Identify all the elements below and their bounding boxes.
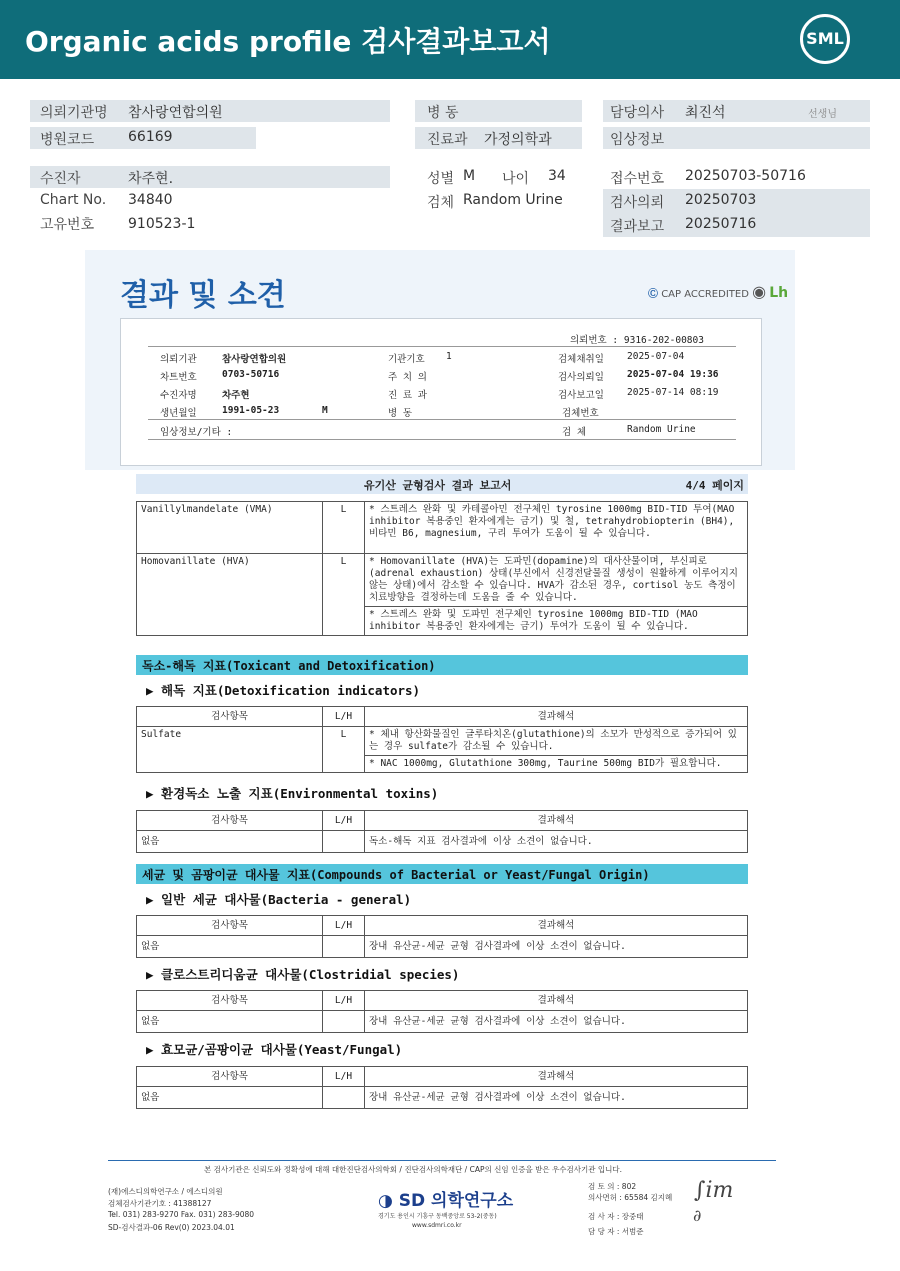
specimen-value: Random Urine [463,192,563,208]
request-label: 검사의뢰 [610,195,665,211]
request-value: 20250703 [685,192,757,208]
item-cell: 없음 [137,936,323,958]
info-value: 2025-07-04 19:36 [627,369,719,380]
item-cell: 없음 [137,831,323,853]
sd-brand: SD 의학연구소 [398,1191,514,1211]
page-subtitle: 유기산 균형검사 결과 보고서 [364,479,512,492]
info-value: 2025-07-14 08:19 [627,387,719,398]
info-label: 검체채취일 [558,354,604,365]
chart-value: 34840 [128,192,173,208]
col-item: 검사항목 [137,1067,323,1087]
item-cell: 없음 [137,1087,323,1109]
info-label: 생년월일 [160,408,197,419]
info-value: 1 [446,351,452,362]
result-cell: * 스트레스 완화 및 도파민 전구체인 tyrosine 1000mg BID-TID (MAO inhibitor 복용중인 환자에게는 금기) 투여가 도움이 될 수 있습니다. [365,607,748,636]
dept-value: 가정의학과 [484,132,552,148]
sd-logo [378,1186,513,1211]
table-row [137,554,748,607]
yeast-table [136,1066,748,1109]
section-header-bacteria: 세균 및 곰팡이균 대사물 지표(Compounds of Bacterial or Yeast/Fungal Origin) [136,864,748,884]
col-lh: L/H [323,811,365,831]
result-cell: * 스트레스 완화 및 카테콜아민 전구체인 tyrosine 1000mg BID-TID 투여(MAO inhibitor 복용중인 환자에게는 금기) 및 철, tetrahydrobiopterin (BH4), 비타민 B6, magnesium, 구리 투여가 도움이 될 수 있습니다. [365,502,748,554]
col-result: 결과해석 [365,1067,748,1087]
signature-mark: ∂ [693,1206,702,1225]
lh-cell: L [323,502,365,554]
subsection-env: ▶ 환경독소 노출 지표(Environmental toxins) [146,786,439,801]
specimen-label: 검체 [427,195,455,211]
result-cell: 장내 유산균-세균 균형 검사결과에 이상 소견이 없습니다. [365,1087,748,1109]
hospital-code-value: 66169 [128,129,173,145]
result-cell: 장내 유산균-세균 균형 검사결과에 이상 소견이 없습니다. [365,936,748,958]
info-label: 기관기호 [388,354,425,365]
info-label: 주 치 의 [388,372,427,383]
info-value: 1991-05-23 [222,405,280,416]
col-lh: L/H [323,707,365,727]
col-lh: L/H [323,991,365,1011]
sign-reviewer: 검 토 의 : 802 [588,1182,637,1191]
info-value: M [322,405,328,416]
requester-label: 의뢰기관명 [40,105,108,121]
col-item: 검사항목 [137,916,323,936]
bacteria-table [136,915,748,958]
table-row [137,936,748,958]
req-no-label: 의뢰번호 : [570,335,619,346]
result-cell: * NAC 1000mg, Glutathione 300mg, Taurine 500mg BID가 필요합니다. [365,756,748,773]
section-header-detox: 독소-해독 지표(Toxicant and Detoxification) [136,655,748,675]
info-label: 의뢰기관 [160,354,197,365]
table-header-row [137,707,748,727]
doctor-suffix: 선생님 [808,109,837,120]
cap-label: CAP ACCREDITED [661,289,749,300]
subsection-yeast: ▶ 효모균/곰팡이균 대사물(Yeast/Fungal) [146,1042,403,1057]
age-label: 나이 [502,171,530,187]
report-value: 20250716 [685,216,757,232]
page-header-band [136,474,748,494]
info-label: 병 동 [388,408,413,419]
doctor-label: 담당의사 [610,105,665,121]
lh-cell: L [323,727,365,773]
age-value: 34 [548,168,566,184]
sd-logo-icon: ◑ [378,1191,393,1211]
col-result: 결과해석 [365,916,748,936]
info-label: 임상정보/기타 : [160,427,233,438]
subsection-detox: ▶ 해독 지표(Detoxification indicators) [146,683,421,698]
col-lh: L/H [323,916,365,936]
info-value: 참사랑연합의원 [222,354,287,365]
uid-value: 910523-1 [128,216,196,232]
result-cell: 장내 유산균-세균 균형 검사결과에 이상 소견이 없습니다. [365,1011,748,1033]
item-cell: 없음 [137,1011,323,1033]
info-label: 검사의뢰일 [558,372,604,383]
report-title: 결과 및 소견 [120,278,286,313]
receipt-label: 접수번호 [610,171,665,187]
clinical-label: 임상정보 [610,132,665,148]
page-title: Organic acids profile 검사결과보고서 [25,25,551,58]
header-bar [0,0,900,79]
col-lh: L/H [323,1067,365,1087]
subsection-clostridia: ▶ 클로스트리디움균 대사물(Clostridial species) [146,967,460,982]
footer-divider [108,1160,776,1161]
signature-mark: ∫im [694,1178,734,1203]
info-label: 검체번호 [562,408,599,419]
sign-manager: 담 당 자 : 서범준 [588,1227,644,1236]
col-result: 결과해석 [365,707,748,727]
footer-notice: 본 검사기관은 신뢰도와 정확성에 대해 대한진단검사의학회 / 진단검사의학재단 / CAP의 신임 인증을 받은 우수검사기관 입니다. [204,1165,622,1174]
uid-label: 고유번호 [40,217,95,233]
req-no-value: 9316-202-00803 [623,335,704,346]
info-label: 진 료 과 [388,390,427,401]
col-item: 검사항목 [137,991,323,1011]
chart-label: Chart No. [40,192,107,208]
info-label: 차트번호 [160,372,197,383]
sex-value: M [463,168,476,184]
item-cell: Homovanillate (HVA) [137,554,323,636]
subsection-bacteria: ▶ 일반 세균 대사물(Bacteria - general) [146,892,412,907]
table-header-row [137,811,748,831]
doctor-value: 최진석 [685,105,726,121]
footer-web: www.sdmri.co.kr [412,1222,462,1229]
cap-badge [648,282,788,301]
sml-logo: SML [800,14,850,64]
col-result: 결과해석 [365,991,748,1011]
report-label: 결과보고 [610,219,665,235]
hospital-code-label: 병원코드 [40,132,95,148]
env-table [136,810,748,853]
table-header-row [137,991,748,1011]
ward-label: 병 동 [427,105,459,121]
cap-icon: Ⓒ [648,289,658,300]
table-row [137,502,748,554]
info-value: Random Urine [627,424,696,435]
table-row [137,831,748,853]
result-cell: 독소-해독 지표 검사결과에 이상 소견이 없습니다. [365,831,748,853]
sign-tester: 검 사 자 : 장중태 [588,1212,644,1221]
table-header-row [137,1067,748,1087]
footer-rev: SD-검사결과-06 Rev(0) 2023.04.01 [108,1223,235,1232]
footer-tel: Tel. 031) 283-9270 Fax. 031) 283-9080 [108,1210,255,1219]
info-value: 0703-50716 [222,369,280,380]
info-label: 검 체 [562,427,587,438]
dept-label: 진료과 [427,132,468,148]
subject-value: 차주현. [128,171,174,187]
result-cell: * Homovanillate (HVA)는 도파민(dopamine)의 대사산물이며, 부신피로(adrenal exhaustion) 상태(부신에서 신경전달물질 생성이 원활하게 이루어지지 않는 상태)에서 감소할 수 있습니다. HVA가 감소된 경우, cortisol 농도 측정이 치료방향을 결정하는데 도움을 줄 수 있습니다. [365,554,748,607]
footer-address: 경기도 용인시 기흥구 동백중앙로 53-2(중동) [378,1213,497,1220]
table-header-row [137,916,748,936]
lh-logo-icon: Lh [769,285,789,301]
col-result: 결과해석 [365,811,748,831]
table-row [137,727,748,756]
footer-code: 검체검사기관기호 : 41388127 [108,1199,212,1208]
subject-bar [30,166,390,188]
col-item: 검사항목 [137,811,323,831]
table-row [137,1087,748,1109]
requester-value: 참사랑연합의원 [128,105,223,121]
info-label: 검사보고일 [558,390,604,401]
info-label: 수진자명 [160,390,197,401]
sign-license: 의사면허 : 65584 김지혜 [588,1193,673,1202]
result-cell: * 체내 항산화물질인 글루타치온(glutathione)의 소모가 만성적으로 증가되어 있는 경우 sulfate가 감소될 수 있습니다. [365,727,748,756]
hormone-table [136,501,748,636]
subject-label: 수진자 [40,171,81,187]
receipt-value: 20250703-50716 [685,168,806,184]
page-number: 4/4 페이지 [685,479,744,492]
col-item: 검사항목 [137,707,323,727]
item-cell: Vanillylmandelate (VMA) [137,502,323,554]
footer-org: (재)에스디의학연구소 / 에스디의원 [108,1187,223,1196]
clostridia-table [136,990,748,1033]
detox-table [136,706,748,773]
item-cell: Sulfate [137,727,323,773]
lh-cell: L [323,554,365,636]
table-row [137,1011,748,1033]
sex-label: 성별 [427,171,455,187]
info-value: 2025-07-04 [627,351,685,362]
seal-icon: ◉ [752,282,767,301]
info-value: 차주현 [222,390,250,401]
